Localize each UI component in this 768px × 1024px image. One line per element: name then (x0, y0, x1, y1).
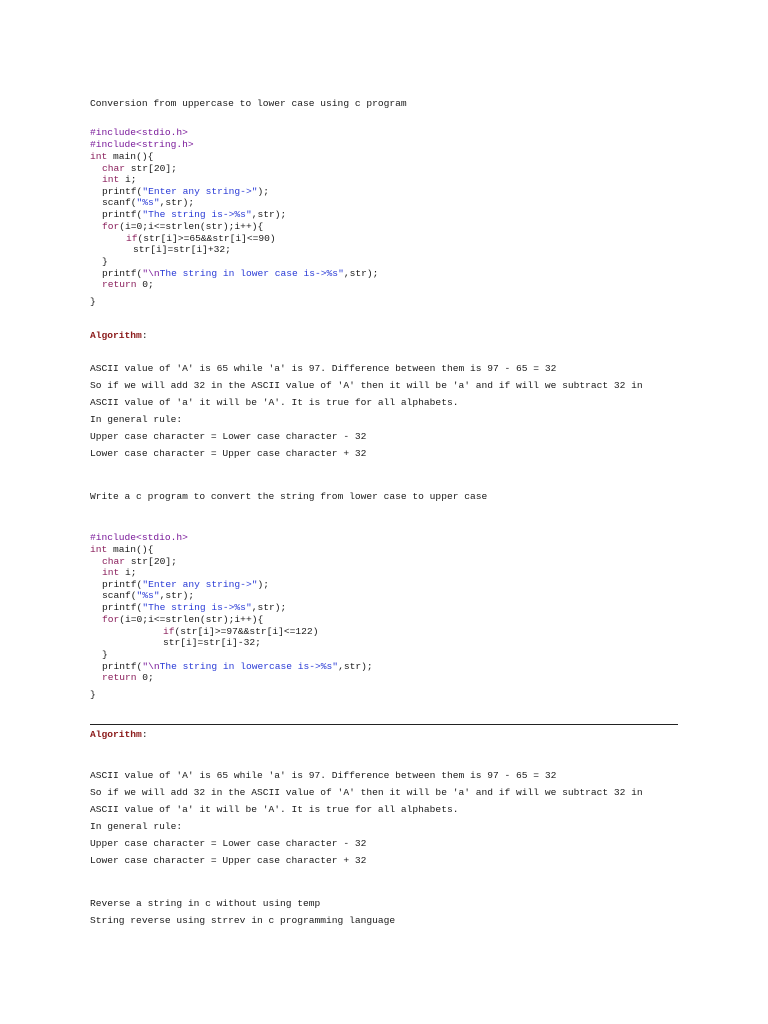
algorithm-text-line: In general rule: (90, 414, 183, 425)
algorithm-heading-1 (90, 330, 148, 342)
code-line (102, 209, 286, 221)
code-line (102, 672, 154, 684)
code-text: i; (119, 567, 137, 578)
code-text: ,str); (159, 197, 195, 208)
code-text: printf( (102, 268, 143, 279)
code-keyword: for (102, 614, 120, 625)
code-text: i; (119, 174, 137, 185)
code-line (102, 602, 286, 614)
code-keyword: return (102, 279, 137, 290)
code-line (102, 590, 194, 602)
algorithm-text-line: In general rule: (90, 821, 183, 832)
code-line (102, 197, 194, 209)
footer-text-line: String reverse using strrev in c programming language (90, 915, 396, 926)
code-text: scanf( (102, 197, 137, 208)
code-line: str[i]=str[i]-32; (163, 637, 261, 648)
code-line: #include<stdio.h> (90, 532, 188, 543)
code-escape: "\n (142, 268, 160, 279)
code-string: "Enter any string->" (142, 186, 258, 197)
code-line: } (90, 689, 96, 700)
code-text: str[20]; (125, 556, 177, 567)
code-keyword: if (126, 233, 138, 244)
algorithm-text-line: So if we will add 32 in the ASCII value of 'A' then it will be 'a' and if will we subtract 32 in (90, 787, 643, 798)
section-title-2: Write a c program to convert the string from lower case to upper case (90, 491, 488, 502)
code-text: printf( (102, 661, 143, 672)
code-text: ,str); (251, 209, 287, 220)
code-text: (str[i]>=65&&str[i]<=90) (137, 233, 276, 244)
code-text: ); (257, 186, 269, 197)
code-keyword: if (163, 626, 175, 637)
algorithm-heading-2 (90, 729, 148, 741)
code-string: "%s" (136, 197, 160, 208)
code-text: printf( (102, 209, 143, 220)
code-keyword: int (90, 151, 108, 162)
code-text: ); (257, 579, 269, 590)
code-keyword: int (102, 567, 120, 578)
algorithm-label: Algorithm (90, 729, 142, 740)
algorithm-label: Algorithm (90, 330, 142, 341)
code-text: ,str); (343, 268, 379, 279)
algorithm-colon: : (141, 330, 148, 341)
code-line: } (102, 649, 108, 660)
code-keyword: return (102, 672, 137, 683)
code-text: scanf( (102, 590, 137, 601)
code-text: printf( (102, 579, 143, 590)
code-string: The string in lowercase is->%s" (159, 661, 339, 672)
code-line (102, 614, 263, 626)
code-line (90, 544, 153, 556)
code-string: The string in lower case is->%s" (159, 268, 344, 279)
code-line (102, 174, 137, 186)
horizontal-divider (90, 724, 678, 725)
code-escape: "\n (142, 661, 160, 672)
algorithm-text-line: ASCII value of 'a' it will be 'A'. It is true for all alphabets. (90, 804, 459, 815)
code-line: #include<stdio.h> (90, 127, 188, 138)
code-text: str[20]; (125, 163, 177, 174)
code-text: ,str); (159, 590, 195, 601)
code-keyword: char (102, 556, 126, 567)
code-string: "%s" (136, 590, 160, 601)
code-keyword: char (102, 163, 126, 174)
section-title-1: Conversion from uppercase to lower case using c program (90, 98, 407, 109)
algorithm-text-line: Upper case character = Lower case character - 32 (90, 838, 367, 849)
code-keyword: int (102, 174, 120, 185)
algorithm-text-line: Lower case character = Upper case character + 32 (90, 855, 367, 866)
code-line (102, 221, 263, 233)
code-text: (str[i]>=97&&str[i]<=122) (174, 626, 319, 637)
algorithm-text-line: ASCII value of 'A' is 65 while 'a' is 97. Difference between them is 97 - 65 = 32 (90, 363, 557, 374)
code-line (102, 567, 137, 579)
code-line: } (90, 296, 96, 307)
code-text: 0; (136, 279, 154, 290)
code-text: (i=0;i<=strlen(str);i++){ (119, 614, 264, 625)
code-text: main(){ (107, 151, 154, 162)
algorithm-text-line: Upper case character = Lower case character - 32 (90, 431, 367, 442)
algorithm-text-line: So if we will add 32 in the ASCII value of 'A' then it will be 'a' and if will we subtract 32 in (90, 380, 643, 391)
code-string: "The string is->%s" (142, 602, 252, 613)
footer-text-line: Reverse a string in c without using temp (90, 898, 321, 909)
code-keyword: int (90, 544, 108, 555)
code-text: ,str); (338, 661, 373, 672)
code-line: } (102, 256, 108, 267)
code-text: ,str); (251, 602, 287, 613)
code-text: (i=0;i<=strlen(str);i++){ (119, 221, 264, 232)
code-line: str[i]=str[i]+32; (133, 244, 231, 255)
code-line (90, 151, 153, 163)
code-text: printf( (102, 602, 143, 613)
algorithm-text-line: ASCII value of 'A' is 65 while 'a' is 97. Difference between them is 97 - 65 = 32 (90, 770, 557, 781)
code-string: "Enter any string->" (142, 579, 258, 590)
algorithm-text-line: ASCII value of 'a' it will be 'A'. It is true for all alphabets. (90, 397, 459, 408)
code-line (102, 279, 154, 291)
code-line: #include<string.h> (90, 139, 194, 150)
algorithm-colon: : (141, 729, 148, 740)
code-string: "The string is->%s" (142, 209, 252, 220)
code-text: printf( (102, 186, 143, 197)
code-text: main(){ (107, 544, 154, 555)
algorithm-text-line: Lower case character = Upper case character + 32 (90, 448, 367, 459)
code-text: 0; (136, 672, 154, 683)
code-keyword: for (102, 221, 120, 232)
